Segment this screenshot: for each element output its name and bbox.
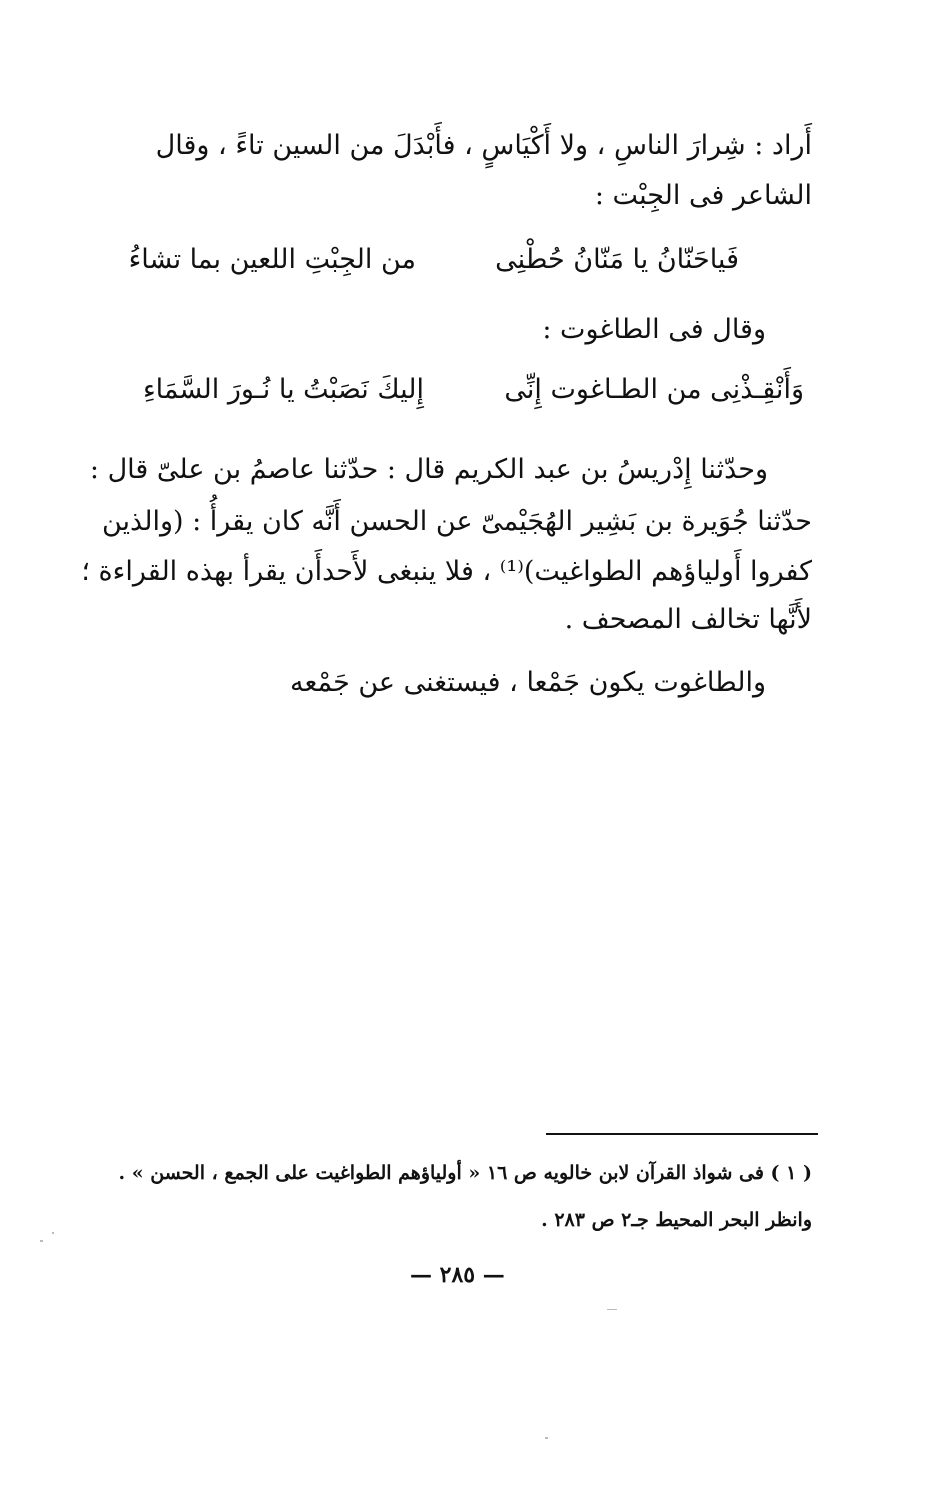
text-line: لأَنَّها تخالف المصحف . [564,604,812,635]
text-line: وحدّثنا إِدْريسُ بن عبد الكريم قال : حدّثنا عاصمُ بن علىّ قال : [89,454,768,485]
verse-hemistich-left: إِليكَ نَصَبْتُ يا نُـورَ السَّمَاءِ [142,374,424,405]
verse-hemistich-right: فَياحَنّانُ يا مَنّانُ حُطْنِى [495,244,739,275]
footnote-line: ( ١ ) فى شواذ القرآن لابن خالويه ص ١٦ « أولياؤهم الطواغيت على الجمع ، الحسن » . [118,1162,812,1184]
scan-speck [52,1232,54,1234]
text-line: كفروا أَولياؤهم الطواغيت)⁽¹⁾ ، فلا ينبغى لأَحدأَن يقرأ بهذه القراءة ؛ [81,556,812,587]
page-number: — ٢٨٥ — [410,1262,505,1288]
text-line: وقال فى الطاغوت : [542,314,766,345]
verse-hemistich-left: من الجِبْتِ اللعين بما تشاءُ [128,244,416,275]
scan-speck [545,1437,548,1439]
text-line: أَراد : شِرارَ الناسِ ، ولا أَكْيَاسٍ ، فأَبْدَلَ من السين تاءً ، وقال [155,130,812,161]
footnote-line: وانظر البحر المحيط جـ٢ ص ٢٨٣ . [541,1209,812,1231]
scan-speck [607,1309,617,1310]
scan-speck [40,1240,43,1242]
text-line: حدّثنا جُوَيرة بن بَشِير الهُجَيْمىّ عن الحسن أَنَّه كان يقرأُ : (والذين [101,506,812,537]
text-line: الشاعر فى الجِبْت : [594,180,812,211]
verse-hemistich-right: وَأَنْقِـذْنِى من الطـاغوت إِنِّى [504,374,804,405]
footnote-separator [546,1133,818,1135]
text-line: والطاغوت يكون جَمْعا ، فيستغنى عن جَمْعه [289,667,766,698]
